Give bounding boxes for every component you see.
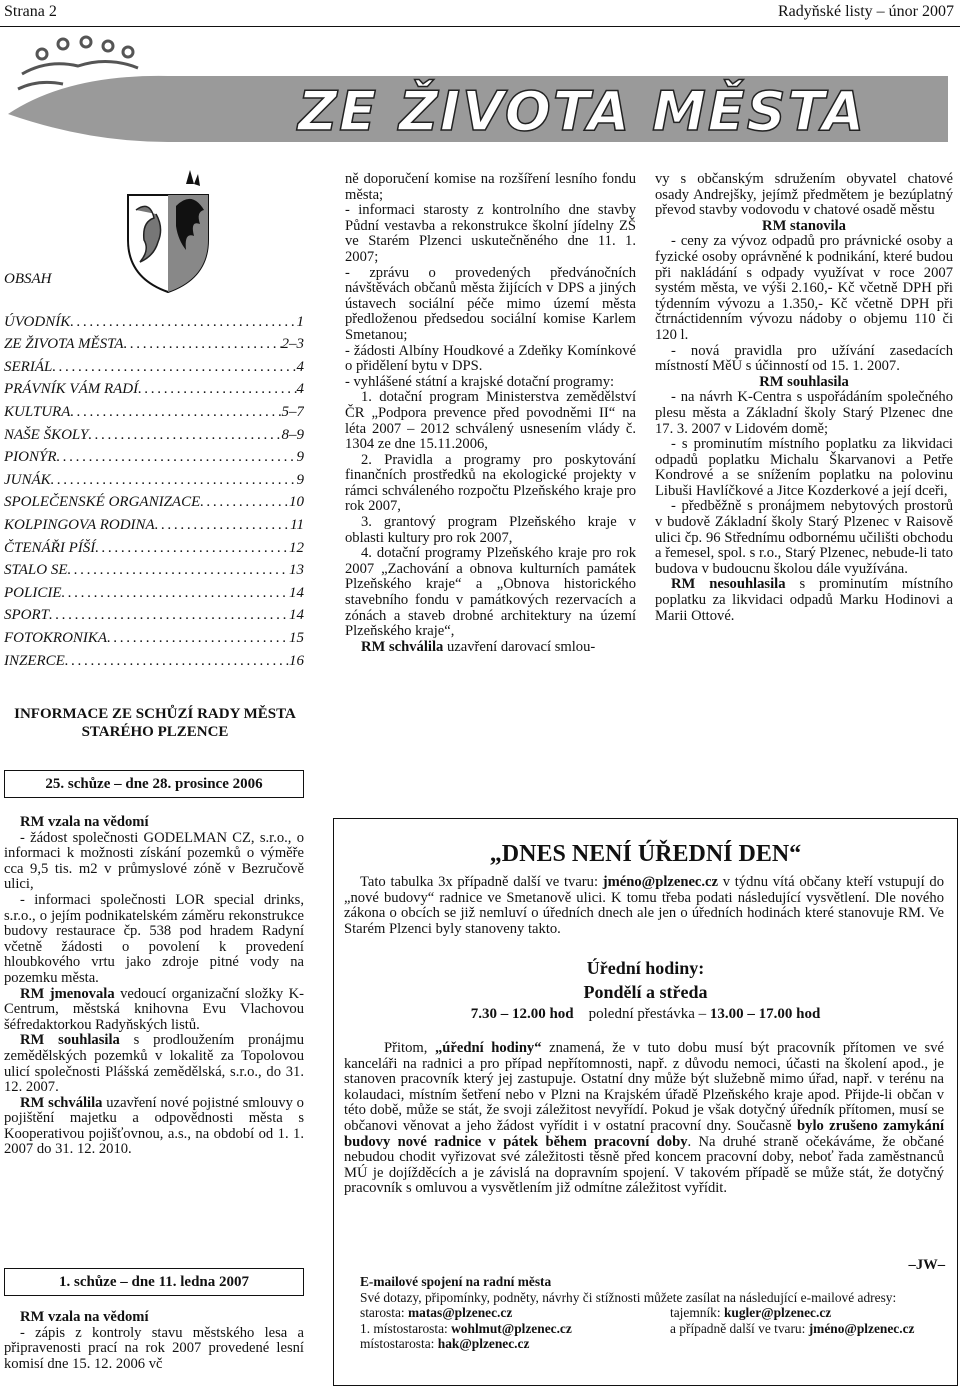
issue-name: Radyňské listy – únor 2007: [778, 3, 954, 20]
paragraph: - ceny za vývoz odpadů pro právnické osoby a fyzické osoby oprávněné k podnikání, které budou při nakládání s odpady využívat v roce 2007 systém města, ve výši 2.160,- Kč včetně DPH při týdenním vývozu a 1.350,- Kč včetně DPH při čtrnáctidenním vývozu nádoby o objemu 110 či 120 l.: [655, 233, 953, 343]
subheading: RM souhlasila: [759, 373, 849, 390]
toc-item[interactable]: SPOLEČENSKÉ ORGANIZACE . . . 10: [4, 491, 304, 514]
toc-item[interactable]: STALO SE . . . 13: [4, 559, 304, 582]
paragraph: - informaci starosty z kontrolního dne stavby Půdní vestavba a rekonstrukce školní jídelny ZŠ ve Starém Plzenci uskutečněného dne 11. 1. 2007;: [345, 202, 636, 265]
paragraph: vy s občanským sdružením obyvatel chatové osady Andrejšky, jejímž předmětem je bezúplatný převod stavby vodovodu v chatové osadě městu: [655, 171, 953, 219]
office-hours-box: [333, 818, 958, 1386]
toc-item[interactable]: PIONÝR . . . 9: [4, 446, 304, 469]
paragraph: - s prominutím místního poplatku za likvidaci odpadů poplatku Michalu Škarvanovi a Petře Kondrové a se snížením poplatku na polovinu Libuši Havlíčkové a Jitce Kozderkové a její dceři,: [655, 436, 953, 499]
paragraph: 4. dotační programy Plzeňského kraje pro rok 2007 „Zachování a obnova kulturních památek Plzeňského kraje“ a „Obnova historického stavebního fondu v památkových rezervacích a zónách a staveb drobné architektury na území Plzeňského kraje“,: [345, 545, 636, 640]
toc-item[interactable]: FOTOKRONIKA . . . 15: [4, 627, 304, 650]
subheading: RM vzala na vědomí: [20, 1309, 149, 1325]
toc-item[interactable]: SERIÁL . . . 4: [4, 356, 304, 379]
toc-item[interactable]: INZERCE . . . 16: [4, 650, 304, 673]
signature: –JW–: [908, 1257, 945, 1273]
page-header: [0, 0, 960, 30]
session-heading: 25. schůze – dne 28. prosince 2006: [4, 770, 304, 798]
email-intro: Své dotazy, připomínky, podněty, návrhy či stížnosti můžete zasílat na následující e-mailové adresy:: [360, 1289, 897, 1305]
toc-item[interactable]: SPORT . . . 14: [4, 604, 304, 627]
paragraph: - žádosti Albíny Houdkové a Zdeňky Komínkové o přidělení bytu v DPS.: [345, 342, 636, 375]
session-heading: 1. schůze – dne 11. ledna 2007: [4, 1268, 304, 1296]
subheading: RM stanovila: [762, 217, 846, 234]
email-link[interactable]: jméno@plzenec.cz: [602, 874, 719, 890]
hours-title: Úřední hodiny:: [586, 958, 705, 978]
toc-item[interactable]: KULTURA . . . 5–7: [4, 401, 304, 424]
email-link[interactable]: jméno@plzenec.cz: [808, 1320, 915, 1336]
paragraph: ně doporučení komise na rozšíření lesního fondu města;: [345, 171, 636, 203]
contact-other: a případně další ve tvaru: jméno@plzenec.cz: [670, 1320, 915, 1336]
toc-item[interactable]: KOLPINGOVA RODINA . . . 11: [4, 514, 304, 537]
contact-mayor: starosta: matas@plzenec.cz: [360, 1305, 513, 1320]
contact-deputy: místostarosta: hak@plzenec.cz: [360, 1336, 530, 1351]
email-contacts: [344, 1274, 944, 1352]
table-of-contents: [4, 268, 304, 672]
paragraph: Přitom, „úřední hodiny“ znamená, že v tuto dobu musí být pracovník přítomen ve své kanceláři na radnici a pro případ nepřítomnosti, např. z důvodu nemoci, účasti na školení apod., je stanoven pracovník který jej zastupuje. Ostatní dny může být služebně mimo úřad, např. v terénu na kolaudaci, místním šetření nebo v Plzni na Krajském úřadě Plzeňského kraje apod. Přijde-li občan v této době, může se stát, že svoji záležitost nevyřídí. Pokud je však dotyčný úředník přítomen, musí se občanovi věnovat a jeho žádost vyřídit i v ostatní pracovní dny. Současně bylo zrušeno zamykání budovy nové radnice v pátek během pracovní doby. Na druhé straně očekáváme, že občané nebudou chodit vyřizovat své záležitosti těsně před koncem pracovní doby, neboť řada zaměstnanců MÚ je dojížděcích a je závislá na dopravním spojení. V takovém případě se může stát, že dotyčný pracovník s omluvou a vysvětlením již odmítne záležitost vyřídit.: [344, 1040, 945, 1197]
email-link[interactable]: matas@plzenec.cz: [407, 1305, 513, 1320]
section-banner: [8, 34, 953, 166]
toc-item[interactable]: PRÁVNÍK VÁM RADÍ . . . 4: [4, 378, 304, 401]
toc-item[interactable]: NAŠE ŠKOLY . . . 8–9: [4, 424, 304, 447]
hours-times: 7.30 – 12.00 hod polední přestávka – 13.00 – 17.00 hod: [470, 1006, 821, 1022]
paragraph: RM schválila uzavření nové pojistné smlouvy o pojištění majetku a odpovědnosti města s Kooperativou pojišťovnou, a.s., na období od 1. 1. 2007 do 31. 12. 2010.: [4, 1094, 304, 1158]
paragraph: 3. grantový program Plzeňského kraje v oblasti kultury pro rok 2007,: [345, 514, 636, 546]
column-2: [345, 172, 636, 655]
email-link[interactable]: kugler@plzenec.cz: [723, 1305, 832, 1320]
subheading: RM vzala na vědomí: [20, 814, 149, 830]
paragraph: RM nesouhlasila s prominutím místního poplatku za likvidaci odpadů Marku Hodinovi a Marii Ottové.: [655, 576, 954, 624]
paragraph: 1. dotační program Ministerstva zemědělství ČR „Podpora prevence před povodněmi II“ na léta 2007 – 2012 schválený usnesením vlády č. 1304 ze dne 15.11.2006,: [345, 389, 636, 453]
toc-item[interactable]: JUNÁK . . . 9: [4, 469, 304, 492]
paragraph: RM souhlasila s prodloužením pronájmu zemědělských pozemků v lokalitě za Topolovou ulicí společnosti Plášská zemědělská, s.r.o., do 31. 12. 2007.: [4, 1032, 304, 1096]
column-1: [4, 815, 304, 1158]
banner-title: ZE ŽIVOTA MĚSTA: [298, 80, 867, 143]
hours-days: Pondělí a středa: [583, 982, 708, 1002]
toc-item[interactable]: ČTENÁŘI PÍŠÍ . . . 12: [4, 537, 304, 560]
page-number: Strana 2: [4, 3, 57, 20]
contact-secretary: tajemník: kugler@plzenec.cz: [670, 1305, 832, 1320]
paragraph: 2. Pravidla a programy pro poskytování finančních prostředků na ekologické projekty v rámci schváleného rozpočtu Plzeňského kraje pro rok 2007,: [345, 451, 636, 515]
paragraph: - nová pravidla pro užívání zasedacích místností MěÚ s účinností od 15. 1. 2007.: [655, 342, 953, 375]
column-3: [655, 172, 953, 624]
paragraph: Tato tabulka 3x případně další ve tvaru: jméno@plzenec.cz v týdnu vítá občany kteří vstupují do „nové budovy“ radnice ve Smetanově ulici. K tomu třeba podati následující vysvětlení. Dle nového zákona o obcích se již nemluví o úředních dnech ale jen o úředních hodinách které stanovuje RM. Ve Starém Plzenci byly stanoveny takto.: [344, 874, 944, 937]
toc-item[interactable]: ÚVODNÍK . . . 1: [4, 311, 304, 334]
column-1-continued: [4, 1310, 304, 1372]
paragraph: - na návrh K-Centra s uspořádáním společného plesu města a Základní školy Starý Plzenec dne 17. 3. 2007 v Lidovém domě;: [655, 389, 953, 437]
contact-deputy-1: 1. místostarosta: wohlmut@plzenec.cz: [360, 1320, 572, 1336]
paragraph: - informaci společnosti LOR special drinks, s.r.o., o jejím podnikatelském záměru rekonstrukce budovy restaurace čp. 538 pod hradem Radyní včetně žádosti o povolení k provedení hloubkového vrtu jako zdroje pitné vody na pozemku města.: [4, 891, 304, 986]
paragraph: RM schválila uzavření darovací smlou-: [361, 638, 596, 655]
paragraph: - předběžně s pronájmem nebytových prostorů v budově Základní školy Starý Plzenec v Raisově ulici čp. 96 Střednímu odbornému učilišti obchodu a řemesel, spol. s r.o., Starý Plzenec, nebude-li tato budova v budoucnu školou dále využívána.: [655, 498, 953, 577]
council-info-heading: INFORMACE ZE SCHŮZÍ RADY MĚSTA STARÉHO PLZENCE: [14, 706, 296, 740]
paragraph: - žádost společnosti GODELMAN CZ, s.r.o., o informaci k možnosti získání pozemků o výměře cca 9,5 tis. m2 v průmyslové zóně v Bezručově ulici,: [4, 829, 304, 893]
header-rule: [0, 26, 960, 27]
paragraph: - vyhlášené státní a krajské dotační programy:: [345, 373, 615, 390]
toc-title: OBSAH: [4, 271, 52, 287]
toc-item[interactable]: ZE ŽIVOTA MĚSTA . . . 2–3: [4, 333, 304, 356]
paragraph: - zprávu o provedených předvánočních návštěvách občanů města žijících v DPS a jiných ústavech sociální péče mimo území města předloženou předsedou sociální komise Karlem Smetanou;: [345, 264, 636, 343]
email-title: E-mailové spojení na radní města: [360, 1274, 552, 1289]
email-link[interactable]: wohlmut@plzenec.cz: [451, 1320, 572, 1336]
toc-item[interactable]: POLICIE . . . 14: [4, 582, 304, 605]
box-title: „DNES NENÍ ÚŘEDNÍ DEN“: [489, 841, 802, 867]
paragraph: - zápis z kontroly stavu městského lesa a připravenosti prací na rok 2007 provedené lesní komisí dne 15. 12. 2006 vč: [4, 1324, 304, 1372]
paragraph: RM jmenovala vedoucí organizační složky K-Centrum, městská knihovna Evu Vlachovou šéfredaktorkou Radyňských listů.: [4, 985, 304, 1033]
email-link[interactable]: hak@plzenec.cz: [437, 1336, 530, 1351]
